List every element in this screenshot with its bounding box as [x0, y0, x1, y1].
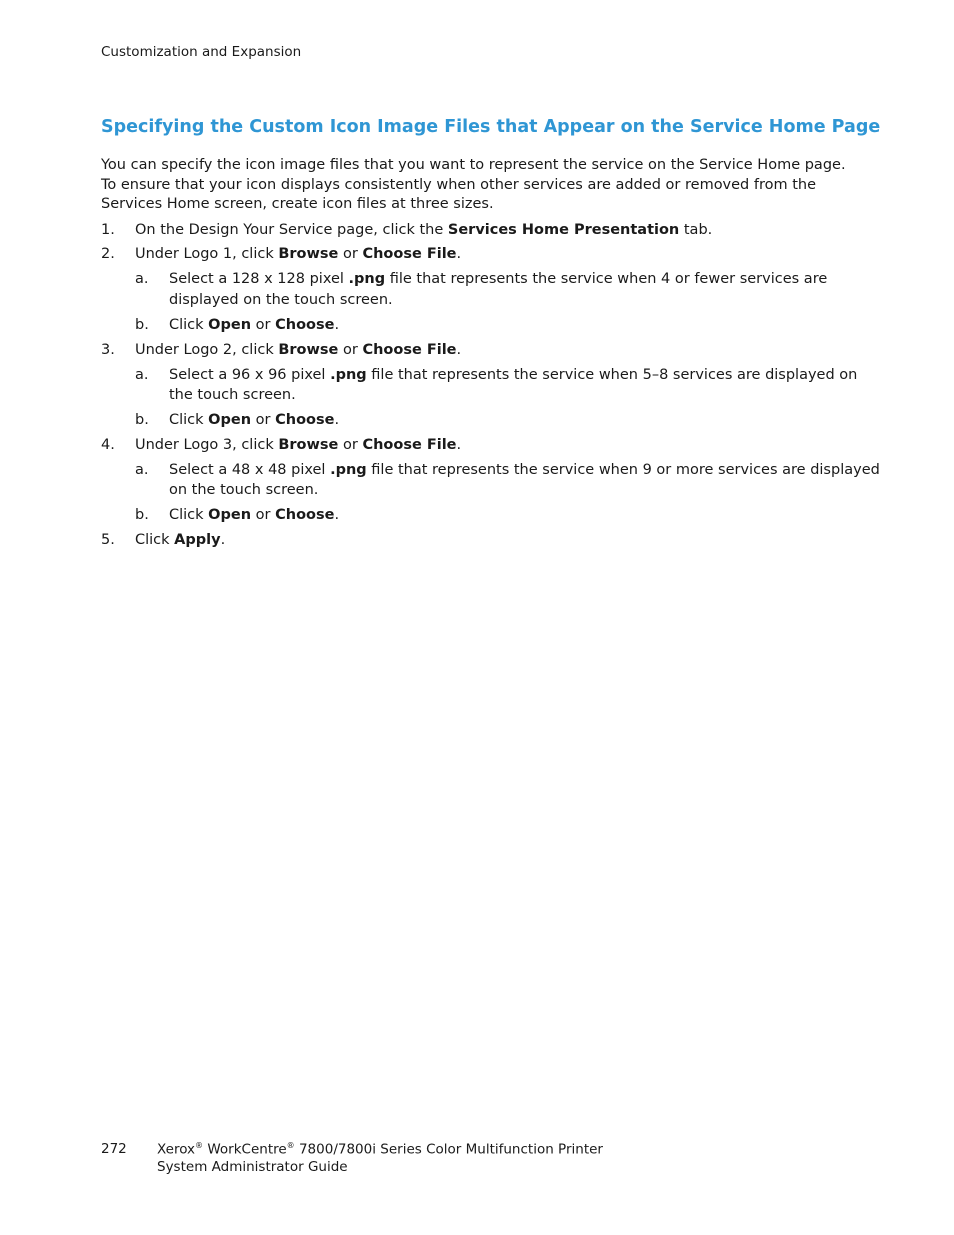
- step-number: 5.: [101, 532, 115, 548]
- substep-letter: a.: [135, 462, 149, 478]
- section-title: Specifying the Custom Icon Image Files that Appear on the Service Home Page: [101, 117, 881, 137]
- substep-text-cont: the touch screen.: [169, 387, 296, 403]
- step-text: On the Design Your Service page, click the Services Home Presentation tab.: [135, 222, 713, 238]
- substep-text: Select a 128 x 128 pixel .png file that represents the service when 4 or fewer services are: [169, 271, 828, 287]
- intro-paragraph: You can specify the icon image files that you want to represent the service on the Service Home page. To ensure that your icon displays consistently when other services are added or removed from the Services Home screen, create icon files at three sizes.: [101, 157, 846, 212]
- substep-text: Select a 48 x 48 pixel .png file that represents the service when 9 or more services are displayed: [169, 462, 880, 478]
- substep-letter: b.: [135, 412, 149, 428]
- footer-product-line: Xerox® WorkCentre® 7800/7800i Series Color Multifunction Printer: [157, 1141, 603, 1158]
- step-number: 3.: [101, 342, 115, 358]
- step-text: Under Logo 1, click Browse or Choose File.: [135, 246, 462, 262]
- substep-letter: a.: [135, 271, 149, 287]
- step-number: 2.: [101, 246, 115, 262]
- running-header: Customization and Expansion: [101, 44, 302, 60]
- step-text: Under Logo 2, click Browse or Choose File.: [135, 342, 462, 358]
- page-number: 272: [101, 1141, 127, 1157]
- step-number: 1.: [101, 222, 115, 238]
- substep-letter: a.: [135, 367, 149, 383]
- substep-letter: b.: [135, 317, 149, 333]
- footer-guide-title: System Administrator Guide: [157, 1159, 348, 1175]
- substep-text-cont: on the touch screen.: [169, 482, 319, 498]
- substep-letter: b.: [135, 507, 149, 523]
- substep-text: Select a 96 x 96 pixel .png file that represents the service when 5–8 services are displayed on: [169, 367, 858, 383]
- substep-text-cont: displayed on the touch screen.: [169, 292, 393, 308]
- step-text: Under Logo 3, click Browse or Choose File.: [135, 437, 462, 453]
- step-text: Click Apply.: [135, 532, 226, 548]
- step-number: 4.: [101, 437, 115, 453]
- substep-text: Click Open or Choose.: [169, 412, 340, 428]
- substep-text: Click Open or Choose.: [169, 507, 340, 523]
- substep-text: Click Open or Choose.: [169, 317, 340, 333]
